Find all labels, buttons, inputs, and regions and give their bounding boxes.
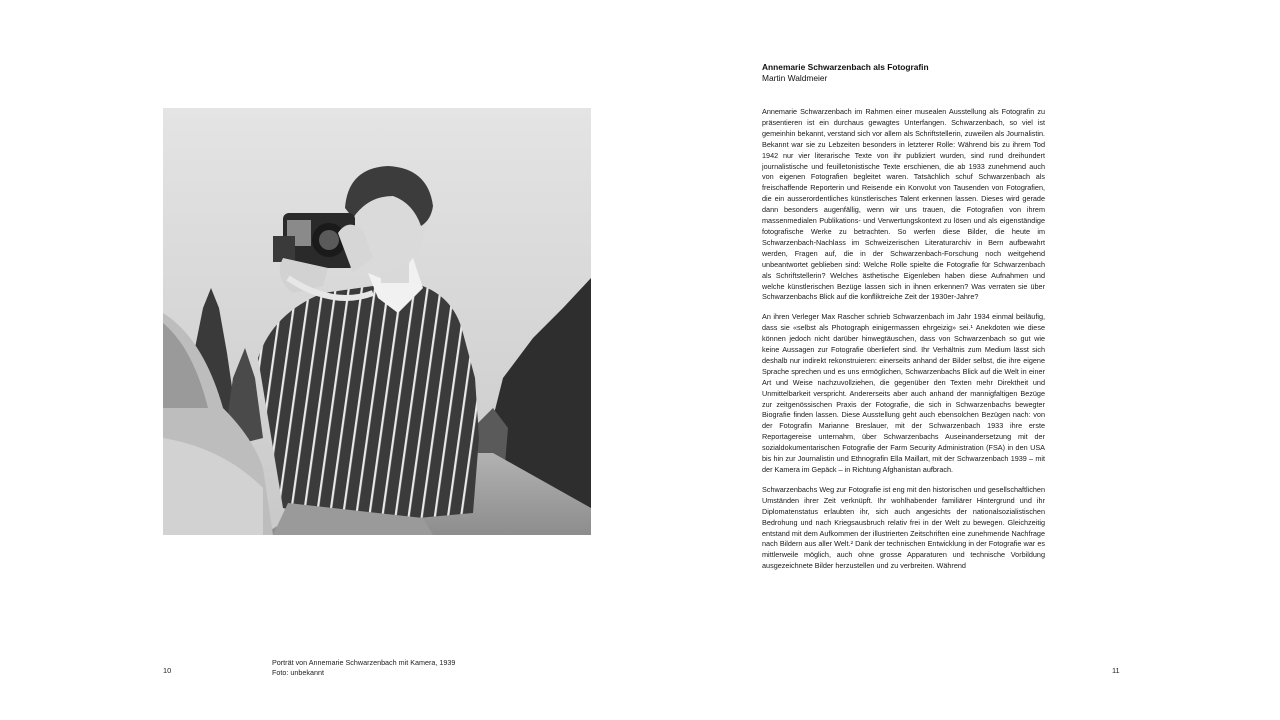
article bbox=[762, 62, 1045, 581]
article-author: Martin Waldmeier bbox=[762, 73, 828, 83]
paragraph: Schwarzenbachs Weg zur Fotografie ist eng mit den historischen und gesellschaftlichen Umständen ihrer Zeit verknüpft. Ihr wohlhabender familiärer Hintergrund und ihr Diplomatenstatus erlaubten ihr, sich auch angesichts der nationalsozialistischen Bedrohung und nach Kriegsausbruch relativ frei in der Welt zu bewegen. Gleichzeitig entstand mit dem Aufkommen der illustrierten Zeitschriften eine zunehmende Nachfrage nach Bildern aus aller Welt.² Dank der technischen Entwicklung in der Fotografie war es mittlerweile möglich, auch ohne grosse Apparaturen und technische Vorbildung ausgezeichnete Bilder herzustellen und zu verbreiten. Während bbox=[762, 484, 1045, 571]
photo-illustration bbox=[163, 108, 591, 535]
photo-caption bbox=[272, 658, 455, 677]
caption-credit: Foto: unbekannt bbox=[272, 667, 324, 677]
page-number-right: 11 bbox=[1112, 666, 1120, 675]
paragraph: An ihren Verleger Max Rascher schrieb Schwarzenbach im Jahr 1934 einmal beiläufig, dass sie «selbst als Photograph einigermassen ehrgeizig» sei.¹ Anekdoten wie diese können jedoch nicht darüber hinwegtäuschen, dass von Schwarzenbach so gut wie keine Aussagen zur Fotografie überliefert sind. Ihr Verhältnis zum Medium lässt sich deshalb nur indirekt rekonstruieren: einerseits anhand der Bilder selbst, die ihre eigene Sprache sprechen und es uns ermöglichen, Schwarzenbachs Blick auf die Welt in einer Art und Weise nachzuvollziehen, die gegenüber den Texten mehr Direktheit und Unmittelbarkeit verspricht. Andererseits aber auch anhand der mannigfaltigen Bezüge zur zeitgenössischen Praxis der Fotografie, die sich in Schwarzenbachs bewegter Biografie finden lassen. Diese Ausstellung geht auch ebensolchen Bezügen nach: von der Fotografin Marianne Breslauer, mit der Schwarzenbach 1933 ihre erste Reportagereise unternahm, über Schwarzenbachs Auseinandersetzung mit der sozialdokumentarischen Fotografie der Farm Security Administration (FSA) in den USA bis hin zur Journalistin und Ethnografin Ella Maillart, mit der Schwarzenbach 1939 – mit der Kamera im Gepäck – in Richtung Afghanistan aufbrach. bbox=[762, 312, 1045, 474]
page-number-left: 10 bbox=[163, 666, 172, 675]
caption-title: Porträt von Annemarie Schwarzenbach mit Kamera, 1939 bbox=[272, 658, 456, 667]
portrait-photo bbox=[163, 108, 591, 535]
article-title: Annemarie Schwarzenbach als Fotografin bbox=[762, 62, 929, 72]
paragraph: Annemarie Schwarzenbach im Rahmen einer musealen Ausstellung als Fotografin zu präsentieren ist ein durchaus gewagtes Unterfangen. Schwarzenbach, so viel ist gemeinhin bekannt, verstand sich vor allem als Schriftstellerin, zuweilen als Journalistin. Bekannt war sie zu Lebzeiten besonders in letzterer Rolle: Während bis zu ihrem Tod 1942 nur vier literarische Texte von ihr publiziert wurden, sind rund dreihundert journalistische und feuilletonistische Texte erschienen, die ab 1933 zunehmend auch von eigenen Fotografien begleitet waren. Tatsächlich schuf Schwarzenbach als freischaffende Reporterin und Reisende ein Konvolut von Tausenden von Fotografien, die ein ausserordentliches künstlerisches Talent erkennen lassen. Dieses wird gerade dann besonders augenfällig, wenn wir uns trauen, die Fotografien von ihrem massenmedialen Publikations- und Verwertungskontext zu lösen und als eigenständige fotografische Werke zu betrachten. So werfen diese Bilder, die heute im Schwarzenbach-Nachlass im Schweizerischen Literaturarchiv in Bern aufbewahrt werden, Fragen auf, die in der Schwarzenbach-Forschung noch weitgehend unbeantwortet geblieben sind: Welche Rolle spielte die Fotografie für Schwarzenbach als Schriftstellerin? Welches ästhetische Eigenleben haben diese Aufnahmen und welche künstlerischen Bezüge lassen sich in ihnen erkennen? Was verraten sie über Schwarzenbachs Blick auf die konfliktreiche Zeit der 1930er-Jahre? bbox=[762, 107, 1045, 302]
